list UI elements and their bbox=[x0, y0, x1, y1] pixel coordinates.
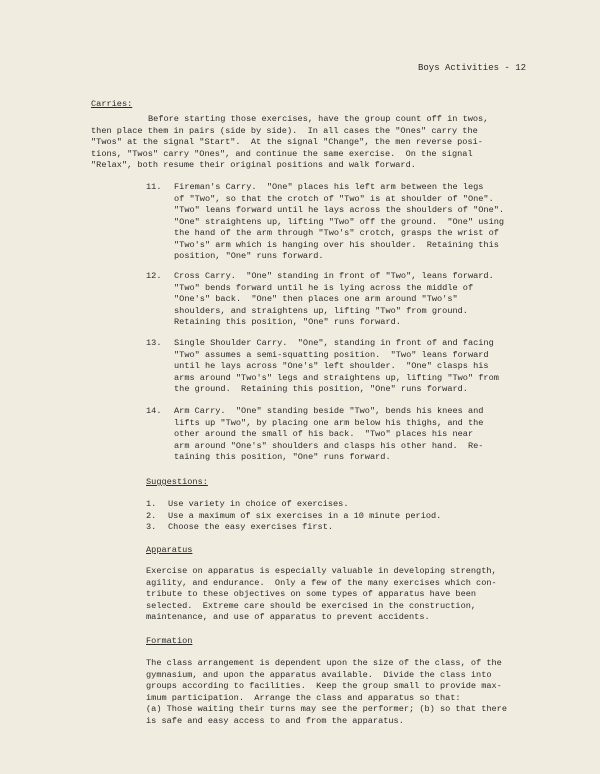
item-line: the hand of the arm through "Two's" crotch, grasps the wrist of bbox=[174, 228, 499, 238]
apparatus-line: tribute to these objectives on some types of apparatus have been bbox=[146, 589, 477, 599]
item-line: "Two" leans forward until he lays across the shoulders of "One". bbox=[174, 205, 505, 215]
item-number: 13. bbox=[146, 338, 162, 348]
suggestion-number: 2. bbox=[146, 510, 157, 521]
formation-line: The class arrangement is dependent upon the size of the class, of the bbox=[146, 658, 502, 668]
item-line: "Two" bends forward until he is lying across the middle of bbox=[174, 282, 474, 293]
item-line: Single Shoulder Carry. "One", standing in front of and facing bbox=[174, 338, 494, 348]
item-line: until he lays across "One's" left shoulder. "One" clasps his bbox=[174, 361, 489, 371]
suggestion-text: Choose the easy exercises first. bbox=[168, 522, 334, 532]
item-line: Arm Carry. "One" standing beside "Two", bends his knees and bbox=[174, 406, 484, 416]
item-line: of "Two", so that the crotch of "Two" is at shoulder of "One". bbox=[174, 193, 494, 204]
apparatus-line: selected. Extreme care should be exercised in the construction, bbox=[146, 600, 477, 611]
suggestions-heading: Suggestions: bbox=[146, 477, 208, 487]
page-header: Boys Activities - 12 bbox=[418, 63, 527, 73]
carries-intro-line: "Relax", both resume their original positions and walk forward. bbox=[91, 160, 416, 170]
apparatus-line: Exercise on apparatus is especially valuable in developing strength, bbox=[146, 566, 497, 576]
item-line: "One" straightens up, lifting "Two" off the ground. "One" using bbox=[174, 216, 505, 227]
item-number: 11. bbox=[146, 182, 162, 192]
item-line: "Two" assumes a semi-squatting position. "Two" leans forward bbox=[174, 349, 489, 360]
suggestion-text: Use variety in choice of exercises. bbox=[168, 499, 349, 509]
apparatus-line: maintenance, and use of apparatus to prevent accidents. bbox=[146, 612, 430, 622]
item-line: lifts up "Two", by placing one arm below his thighs, and the bbox=[174, 417, 484, 428]
item-line: "Two's" arm which is hanging over his shoulder. Retaining this bbox=[174, 239, 499, 250]
formation-line: gymnasium, and upon the apparatus available. Divide the class into bbox=[146, 669, 492, 680]
item-line: the ground. Retaining this position, "One" runs forward. bbox=[174, 384, 468, 394]
suggestion-number: 3. bbox=[146, 522, 157, 532]
carries-heading: Carries: bbox=[91, 99, 133, 109]
item-line: Fireman's Carry. "One" places his left arm between the legs bbox=[174, 182, 484, 192]
suggestion-text: Use a maximum of six exercises in a 10 minute period. bbox=[168, 510, 442, 521]
item-number: 12. bbox=[146, 271, 162, 281]
item-line: arm around "One's" shoulders and clasps his other hand. Re- bbox=[174, 440, 484, 451]
formation-line: (a) Those waiting their turns may see the performer; (b) so that there bbox=[146, 704, 507, 714]
suggestion-number: 1. bbox=[146, 499, 157, 509]
carries-intro-line: "Twos" at the signal "Start". At the signal "Change", the men reverse posi- bbox=[91, 137, 483, 147]
item-line: taining this position, "One" runs forward. bbox=[174, 452, 391, 462]
apparatus-heading: Apparatus bbox=[146, 545, 193, 555]
item-line: "One's" back. "One" then places one arm around "Two's" bbox=[174, 294, 458, 304]
formation-line: is safe and easy access to and from the apparatus. bbox=[146, 715, 404, 726]
item-line: arms around "Two's" legs and straightens up, lifting "Two" from bbox=[174, 372, 499, 383]
formation-line: groups according to facilities. Keep the group small to provide max- bbox=[146, 681, 502, 691]
formation-heading: Formation bbox=[146, 636, 193, 646]
item-line: Cross Carry. "One" standing in front of "Two", leans forward. bbox=[174, 271, 494, 281]
item-line: shoulders, and straightens up, lifting "Two" from ground. bbox=[174, 305, 468, 316]
apparatus-line: agility, and endurance. Only a few of the many exercises which con- bbox=[146, 577, 497, 588]
item-line: other around the small of his back. "Two" places his near bbox=[174, 429, 474, 439]
carries-intro-line: tions, "Twos" carry "Ones", and continue the same exercise. On the signal bbox=[91, 148, 473, 159]
item-number: 14. bbox=[146, 406, 162, 416]
formation-line: imum participation. Arrange the class and apparatus so that: bbox=[146, 692, 461, 703]
carries-intro-line: Before starting those exercises, have the group count off in twos, bbox=[148, 114, 489, 124]
item-line: position, "One" runs forward. bbox=[174, 251, 324, 261]
item-line: Retaining this position, "One" runs forward. bbox=[174, 317, 401, 327]
carries-intro-line: then place them in pairs (side by side). In all cases the "Ones" carry the bbox=[91, 125, 478, 136]
